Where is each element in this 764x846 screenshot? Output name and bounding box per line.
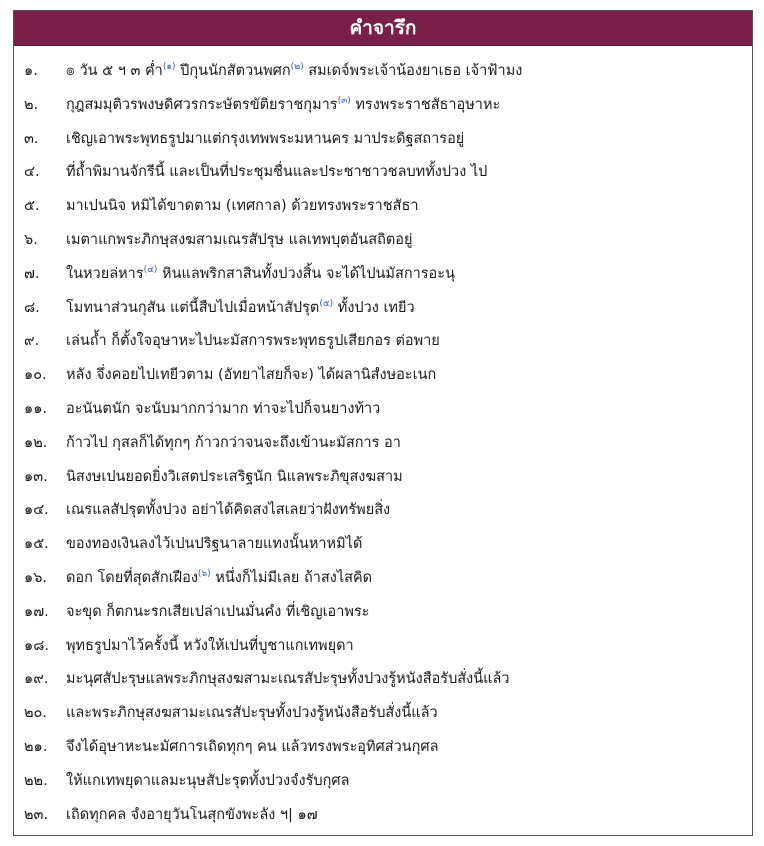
- line-text-segment: ให้แกเทพยุดาแลมะนุษสัปะรุตทั้งปวงจํงรับกุศล: [66, 772, 350, 789]
- line-number: ๑๘.: [24, 637, 49, 654]
- inscription-line: [14, 325, 752, 359]
- inscription-line: [14, 697, 752, 731]
- line-text: [66, 325, 752, 359]
- line-number: ๒๑.: [24, 738, 48, 755]
- footnote-marker: (๔): [143, 264, 158, 275]
- line-number: ๒๒.: [24, 772, 48, 789]
- inscription-line: [14, 156, 752, 190]
- line-text-segment: และพระภิกษุสงฆสามะเณรสัปะรุษทั้งปวงรู้หนังสือรับสั่งนี้แล้ว: [66, 705, 438, 722]
- inscription-line: [14, 461, 752, 495]
- line-text-segment: พุทธรูปมาไว้ครั้งนี้ หวังให้เปนที่บูชาแกเทพยุดา: [66, 637, 354, 654]
- line-text-segment: โมทนาส่วนกุสัน แต่นี้สืบไปเมื่อหน้าสัปรุต: [66, 299, 320, 316]
- inscription-line: [14, 89, 752, 123]
- line-text: [66, 55, 752, 89]
- line-text: [66, 123, 752, 157]
- line-text-segment: ที่ถ้ำพิมานจักรีนี้ และเป็นที่ประชุมชื่นและประชาชาวชลบททั้งปวง ไป: [66, 164, 488, 181]
- line-text-segment: ทั้งปวง เทยีว: [333, 299, 415, 316]
- line-number: ๓.: [24, 130, 39, 147]
- inscription-line: [14, 123, 752, 157]
- line-text: [66, 596, 752, 630]
- line-text: [66, 359, 752, 393]
- line-text: [66, 562, 752, 596]
- line-text-segment: เมตาแกพระภิกษุสงฆสามเณรสัปรุษ แลเทพบุตอันสถิตอยู่: [66, 231, 413, 248]
- line-text: [66, 799, 752, 833]
- line-number: ๒๓.: [24, 806, 49, 823]
- inscription-line: [14, 630, 752, 664]
- line-text: [66, 731, 752, 765]
- inscription-line: [14, 292, 752, 326]
- inscription-line: [14, 663, 752, 697]
- footnote-marker: (๑): [162, 62, 176, 73]
- line-text-segment: ทรงพระราชสัธาอุษาหะ: [350, 96, 501, 113]
- line-number: ๑๓.: [24, 468, 48, 485]
- line-text-segment: เถิดทุกคล จํงอายุวันโนสุกขังพะลัง ฯ| ๑๗: [66, 806, 318, 823]
- line-text-segment: ดอก โดยที่สุดสักเฝือง: [66, 569, 198, 586]
- inscription-lines: [14, 46, 752, 832]
- line-text-segment: ปีกุนนักสัตวนพศก: [175, 63, 291, 79]
- line-text: [66, 630, 752, 664]
- line-number: ๑๖.: [24, 569, 48, 586]
- line-text: [66, 292, 752, 326]
- line-text-segment: จะขุด ก็ตกนะรกเสียเปล่าเปนมั่นคํง ที่เชิญเอาพระ: [66, 603, 370, 620]
- line-number: ๕.: [24, 198, 40, 215]
- line-number: ๔.: [24, 164, 40, 181]
- line-text: [66, 258, 752, 292]
- line-text-segment: จึงได้อุษาหะนะมัศการเถิดทุกๆ คน แล้วทรงพระอุทิศส่วนกุศล: [66, 738, 439, 755]
- line-text-segment: นิสงษเปนยอดยิ่งวิเสตประเสริฐนัก นิแลพระภิขุสงฆสาม: [66, 468, 403, 485]
- line-text-segment: เชิญเอาพระพุทธรูปมาแต่กรุงเทพพระมหานคร มาประดิฐสถารอยู่: [66, 130, 465, 147]
- line-text-segment: ของทองเงินลงไว้เปนปริฐนาลายแทงนั้นหาหมิได้: [66, 536, 363, 553]
- line-text: [66, 461, 752, 495]
- line-number: ๑๕.: [24, 536, 49, 553]
- inscription-line: [14, 799, 752, 833]
- line-text-segment: หินแลพริกสาสินทั้งปวงสิ้น จะได้ไปนมัสการอะนุ: [157, 265, 455, 282]
- line-text: [66, 765, 752, 799]
- inscription-line: [14, 427, 752, 461]
- inscription-line: [14, 55, 752, 89]
- line-number: ๘.: [24, 299, 40, 316]
- line-number: ๑๗.: [24, 603, 49, 620]
- inscription-line: [14, 731, 752, 765]
- line-number: ๑๑.: [24, 400, 48, 417]
- line-number: ๒๐.: [24, 705, 48, 722]
- footnote-marker: (๒): [290, 62, 304, 73]
- line-text: [66, 190, 752, 224]
- footnote-marker: (๓): [337, 95, 351, 106]
- line-text-segment: มะนุศสัปะรุษแลพระภิกษุสงฆสามะเณรสัปะรุษทั้งปวงรู้หนังสือรับสั่งนี้แล้ว: [66, 671, 510, 688]
- inscription-line: [14, 528, 752, 562]
- line-text-segment: ๏ วัน ๕ ฯ ๓ ค่ำ: [66, 63, 163, 79]
- inscription-line: [14, 562, 752, 596]
- line-number: ๗.: [24, 265, 40, 282]
- line-text-segment: กุฎสมมุติวรพงษดิศวรกระษัตรขัติยราชกุมาร: [66, 96, 338, 113]
- line-text: [66, 89, 752, 123]
- line-number: ๑๐.: [24, 367, 47, 384]
- inscription-line: [14, 359, 752, 393]
- footnote-marker: (๖): [197, 569, 211, 580]
- line-text-segment: เณรแลสัปรุตทั้งปวง อย่าได้คิดสงไสเลยว่าฝังทรัพยสิ่ง: [66, 502, 391, 519]
- line-text: [66, 393, 752, 427]
- line-number: ๑๒.: [24, 434, 48, 451]
- footnote-marker: (๕): [319, 298, 334, 309]
- line-text-segment: เล่นถ้ำ ก็ตั้งใจอุษาหะไปนะมัสการพระพุทธรูปเสียกอร ต่อพาย: [66, 333, 440, 350]
- inscription-title: คำจารึก: [14, 11, 752, 46]
- line-number: ๖.: [24, 231, 38, 248]
- inscription-line: [14, 258, 752, 292]
- line-text: [66, 427, 752, 461]
- line-text: [66, 156, 752, 190]
- line-text: [66, 528, 752, 562]
- inscription-line: [14, 393, 752, 427]
- line-text-segment: อะนันตนัก จะนับมากกว่ามาก ท่าจะไปก็จนยางท้าว: [66, 400, 381, 417]
- line-number: ๙.: [24, 333, 40, 350]
- inscription-line: [14, 494, 752, 528]
- line-text: [66, 494, 752, 528]
- line-text-segment: ในหวยล่หาร: [66, 265, 144, 282]
- inscription-line: [14, 765, 752, 799]
- line-text-segment: ก้าวไป กุสลก็ได้ทุกๆ ก้าวกว่าจนจะถึงเข้านะมัสการ อา: [66, 434, 401, 451]
- line-text-segment: หนึ่งก็ไม่มีเลย ถ้าสงไสคิด: [210, 569, 373, 586]
- line-text-segment: มาเปนนิจ หมิได้ขาดตาม (เทศกาล) ด้วยทรงพระราชสัธา: [66, 198, 419, 215]
- inscription-line: [14, 224, 752, 258]
- line-text: [66, 224, 752, 258]
- line-text: [66, 697, 752, 731]
- inscription-line: [14, 596, 752, 630]
- line-number: ๑.: [24, 63, 38, 79]
- line-text-segment: หลัง จึ่งคอยไปเทยีวตาม (อัทยาไสยก็จะ) ได้ผลานิสํงษอะเนก: [66, 367, 437, 384]
- line-number: ๒.: [24, 96, 39, 113]
- inscription-panel: [13, 10, 753, 836]
- inscription-line: [14, 190, 752, 224]
- line-text-segment: สมเดจ์พระเจ้าน้องยาเธอ เจ้าฟ้ามง: [303, 63, 523, 79]
- line-number: ๑๔.: [24, 502, 49, 519]
- line-text: [66, 663, 752, 697]
- line-number: ๑๙.: [24, 671, 49, 688]
